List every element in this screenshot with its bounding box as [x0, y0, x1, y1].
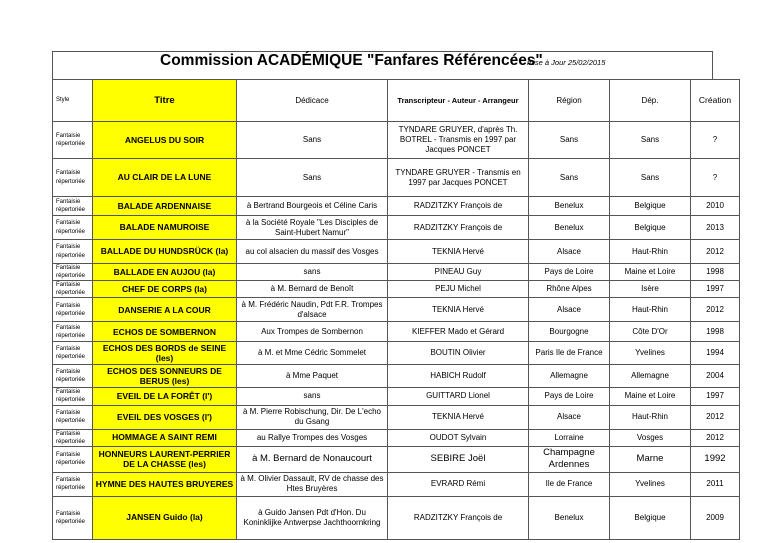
cell-dedicace: à la Société Royale "Les Disciples de Saint-Hubert Namur" — [237, 216, 388, 240]
cell-dedicace: sans — [237, 264, 388, 281]
cell-transcripteur: BOUTIN Olivier — [388, 342, 529, 365]
cell-titre: JANSEN Guido (la) — [93, 496, 237, 539]
cell-titre: HOMMAGE A SAINT REMI — [93, 429, 237, 446]
cell-dep: Belgique — [610, 197, 691, 216]
cell-transcripteur: PINEAU Guy — [388, 264, 529, 281]
cell-style: Fantaisie répertoriée — [53, 446, 93, 472]
cell-dep: Haut-Rhin — [610, 240, 691, 264]
cell-dep: Yvelines — [610, 472, 691, 496]
cell-region: Pays de Loire — [529, 264, 610, 281]
cell-region: Alsace — [529, 405, 610, 429]
cell-creation: ? — [691, 122, 740, 159]
cell-dep: Isère — [610, 281, 691, 298]
cell-style: Fantaisie répertoriée — [53, 472, 93, 496]
cell-titre: ECHOS DE SOMBERNON — [93, 322, 237, 342]
cell-transcripteur: TEKNIA Hervé — [388, 405, 529, 429]
cell-region: Sans — [529, 122, 610, 159]
cell-style: Fantaisie répertoriée — [53, 122, 93, 159]
cell-titre: BALADE ARDENNAISE — [93, 197, 237, 216]
cell-transcripteur: RADZITZKY François de — [388, 496, 529, 539]
cell-titre: CHEF DE CORPS (la) — [93, 281, 237, 298]
cell-dep: Vosges — [610, 429, 691, 446]
cell-titre: BALADE NAMUROISE — [93, 216, 237, 240]
cell-dep: Haut-Rhin — [610, 298, 691, 322]
cell-style: Fantaisie répertoriée — [53, 496, 93, 539]
cell-dedicace: Sans — [237, 159, 388, 197]
cell-titre: DANSERIE A LA COUR — [93, 298, 237, 322]
cell-dedicace: au col alsacien du massif des Vosges — [237, 240, 388, 264]
cell-transcripteur: GUITTARD Lionel — [388, 388, 529, 405]
cell-region: Pays de Loire — [529, 388, 610, 405]
cell-region: Alsace — [529, 298, 610, 322]
cell-dep: Belgique — [610, 216, 691, 240]
cell-style: Fantaisie répertoriée — [53, 429, 93, 446]
cell-titre: EVEIL DE LA FORÊT (l') — [93, 388, 237, 405]
cell-transcripteur: PEJU Michel — [388, 281, 529, 298]
table-row — [53, 264, 740, 281]
cell-dedicace: à M. Bernard de Benoît — [237, 281, 388, 298]
cell-titre: ANGELUS DU SOIR — [93, 122, 237, 159]
cell-style: Fantaisie répertoriée — [53, 216, 93, 240]
cell-creation: 2009 — [691, 496, 740, 539]
table-row — [53, 159, 740, 197]
cell-titre: ECHOS DES BORDS de SEINE (les) — [93, 342, 237, 365]
cell-region: Lorraine — [529, 429, 610, 446]
header-region: Région — [529, 80, 610, 122]
cell-transcripteur: SEBIRE Joël — [388, 446, 529, 472]
cell-region: Champagne Ardennes — [529, 446, 610, 472]
cell-titre: ECHOS DES SONNEURS DE BERUS (les) — [93, 365, 237, 388]
cell-creation: 1997 — [691, 388, 740, 405]
cell-titre: BALLADE EN AUJOU (la) — [93, 264, 237, 281]
cell-transcripteur: EVRARD Rémi — [388, 472, 529, 496]
cell-titre: EVEIL DES VOSGES (l') — [93, 405, 237, 429]
cell-creation: 1992 — [691, 446, 740, 472]
cell-dedicace: à M. Olivier Dassault, RV de chasse des Htes Bruyères — [237, 472, 388, 496]
cell-style: Fantaisie répertoriée — [53, 388, 93, 405]
cell-style: Fantaisie répertoriée — [53, 322, 93, 342]
cell-style: Fantaisie répertoriée — [53, 264, 93, 281]
page-title: Commission ACADÉMIQUE "Fanfares Référencées" — [160, 52, 543, 69]
cell-dedicace: à M. Bernard de Nonaucourt — [237, 446, 388, 472]
cell-style: Fantaisie répertoriée — [53, 342, 93, 365]
cell-region: Benelux — [529, 197, 610, 216]
cell-region: Benelux — [529, 216, 610, 240]
cell-transcripteur: TEKNIA Hervé — [388, 240, 529, 264]
table-row — [53, 122, 740, 159]
cell-creation: 2012 — [691, 429, 740, 446]
table-row — [53, 298, 740, 322]
cell-region: Bourgogne — [529, 322, 610, 342]
cell-creation: 2012 — [691, 405, 740, 429]
cell-creation: 1998 — [691, 264, 740, 281]
cell-creation: 2010 — [691, 197, 740, 216]
cell-titre: HYMNE DES HAUTES BRUYERES — [93, 472, 237, 496]
cell-style: Fantaisie répertoriée — [53, 197, 93, 216]
table-row — [53, 216, 740, 240]
cell-transcripteur: TYNDARE GRUYER, d'après Th. BOTREL - Transmis en 1997 par Jacques PONCET — [388, 122, 529, 159]
cell-style: Fantaisie répertoriée — [53, 405, 93, 429]
table-row — [53, 496, 740, 539]
cell-creation: 2013 — [691, 216, 740, 240]
cell-dep: Belgique — [610, 496, 691, 539]
cell-transcripteur: HABICH Rudolf — [388, 365, 529, 388]
cell-style: Fantaisie répertoriée — [53, 159, 93, 197]
cell-dep: Maine et Loire — [610, 264, 691, 281]
cell-style: Fantaisie répertoriée — [53, 240, 93, 264]
cell-dedicace: sans — [237, 388, 388, 405]
cell-creation: 2004 — [691, 365, 740, 388]
table-row — [53, 281, 740, 298]
cell-titre: BALLADE DU HUNDSRÜCK (la) — [93, 240, 237, 264]
cell-region: Sans — [529, 159, 610, 197]
cell-transcripteur: RADZITZKY François de — [388, 197, 529, 216]
cell-dedicace: Aux Trompes de Sombernon — [237, 322, 388, 342]
cell-creation: 1994 — [691, 342, 740, 365]
cell-dep: Maine et Loire — [610, 388, 691, 405]
table-row — [53, 446, 740, 472]
cell-dedicace: au Rallye Trompes des Vosges — [237, 429, 388, 446]
table-header-row — [53, 80, 740, 122]
cell-region: Paris Ile de France — [529, 342, 610, 365]
table-row — [53, 388, 740, 405]
header-transcripteur: Transcripteur - Auteur - Arrangeur — [388, 80, 529, 122]
cell-dedicace: à Bertrand Bourgeois et Céline Caris — [237, 197, 388, 216]
table-row — [53, 429, 740, 446]
cell-creation: ? — [691, 159, 740, 197]
cell-creation: 1998 — [691, 322, 740, 342]
header-dep: Dép. — [610, 80, 691, 122]
table-row — [53, 240, 740, 264]
cell-region: Alsace — [529, 240, 610, 264]
table-row — [53, 365, 740, 388]
cell-dep: Sans — [610, 122, 691, 159]
cell-region: Rhône Alpes — [529, 281, 610, 298]
cell-transcripteur: TYNDARE GRUYER - Transmis en 1997 par Jacques PONCET — [388, 159, 529, 197]
cell-dedicace: à M. et Mme Cédric Sommelet — [237, 342, 388, 365]
header-dedicace: Dédicace — [237, 80, 388, 122]
cell-dedicace: à M. Frédéric Naudin, Pdt F.R. Trompes d'alsace — [237, 298, 388, 322]
cell-dedicace: à Guido Jansen Pdt d'Hon. Du Koninklijke Antwerpse Jachthoornkring — [237, 496, 388, 539]
cell-dep: Côte D'Or — [610, 322, 691, 342]
cell-dep: Yvelines — [610, 342, 691, 365]
cell-style: Fantaisie répertoriée — [53, 298, 93, 322]
cell-region: Ile de France — [529, 472, 610, 496]
cell-transcripteur: KIEFFER Mado et Gérard — [388, 322, 529, 342]
update-date: mise à Jour 25/02/2015 — [527, 58, 606, 67]
cell-style: Fantaisie répertoriée — [53, 281, 93, 298]
table-row — [53, 472, 740, 496]
header-style: Style — [53, 80, 93, 122]
cell-dep: Allemagne — [610, 365, 691, 388]
header-creation: Création — [691, 80, 740, 122]
cell-transcripteur: RADZITZKY François de — [388, 216, 529, 240]
cell-dep: Marne — [610, 446, 691, 472]
cell-dedicace: Sans — [237, 122, 388, 159]
cell-dedicace: à M. Pierre Robischung, Dir. De L'echo du Gsang — [237, 405, 388, 429]
fanfares-table — [52, 79, 740, 540]
cell-creation: 2011 — [691, 472, 740, 496]
table-row — [53, 322, 740, 342]
table-row — [53, 342, 740, 365]
cell-titre: AU CLAIR DE LA LUNE — [93, 159, 237, 197]
cell-titre: HONNEURS LAURENT-PERRIER DE LA CHASSE (les) — [93, 446, 237, 472]
cell-dep: Sans — [610, 159, 691, 197]
cell-dep: Haut-Rhin — [610, 405, 691, 429]
table-row — [53, 197, 740, 216]
cell-region: Allemagne — [529, 365, 610, 388]
header-titre: Titre — [93, 80, 237, 122]
cell-creation: 2012 — [691, 240, 740, 264]
cell-creation: 2012 — [691, 298, 740, 322]
cell-dedicace: à Mme Paquet — [237, 365, 388, 388]
cell-transcripteur: TEKNIA Hervé — [388, 298, 529, 322]
cell-style: Fantaisie répertoriée — [53, 365, 93, 388]
cell-creation: 1997 — [691, 281, 740, 298]
cell-region: Benelux — [529, 496, 610, 539]
cell-transcripteur: OUDOT Sylvain — [388, 429, 529, 446]
table-row — [53, 405, 740, 429]
